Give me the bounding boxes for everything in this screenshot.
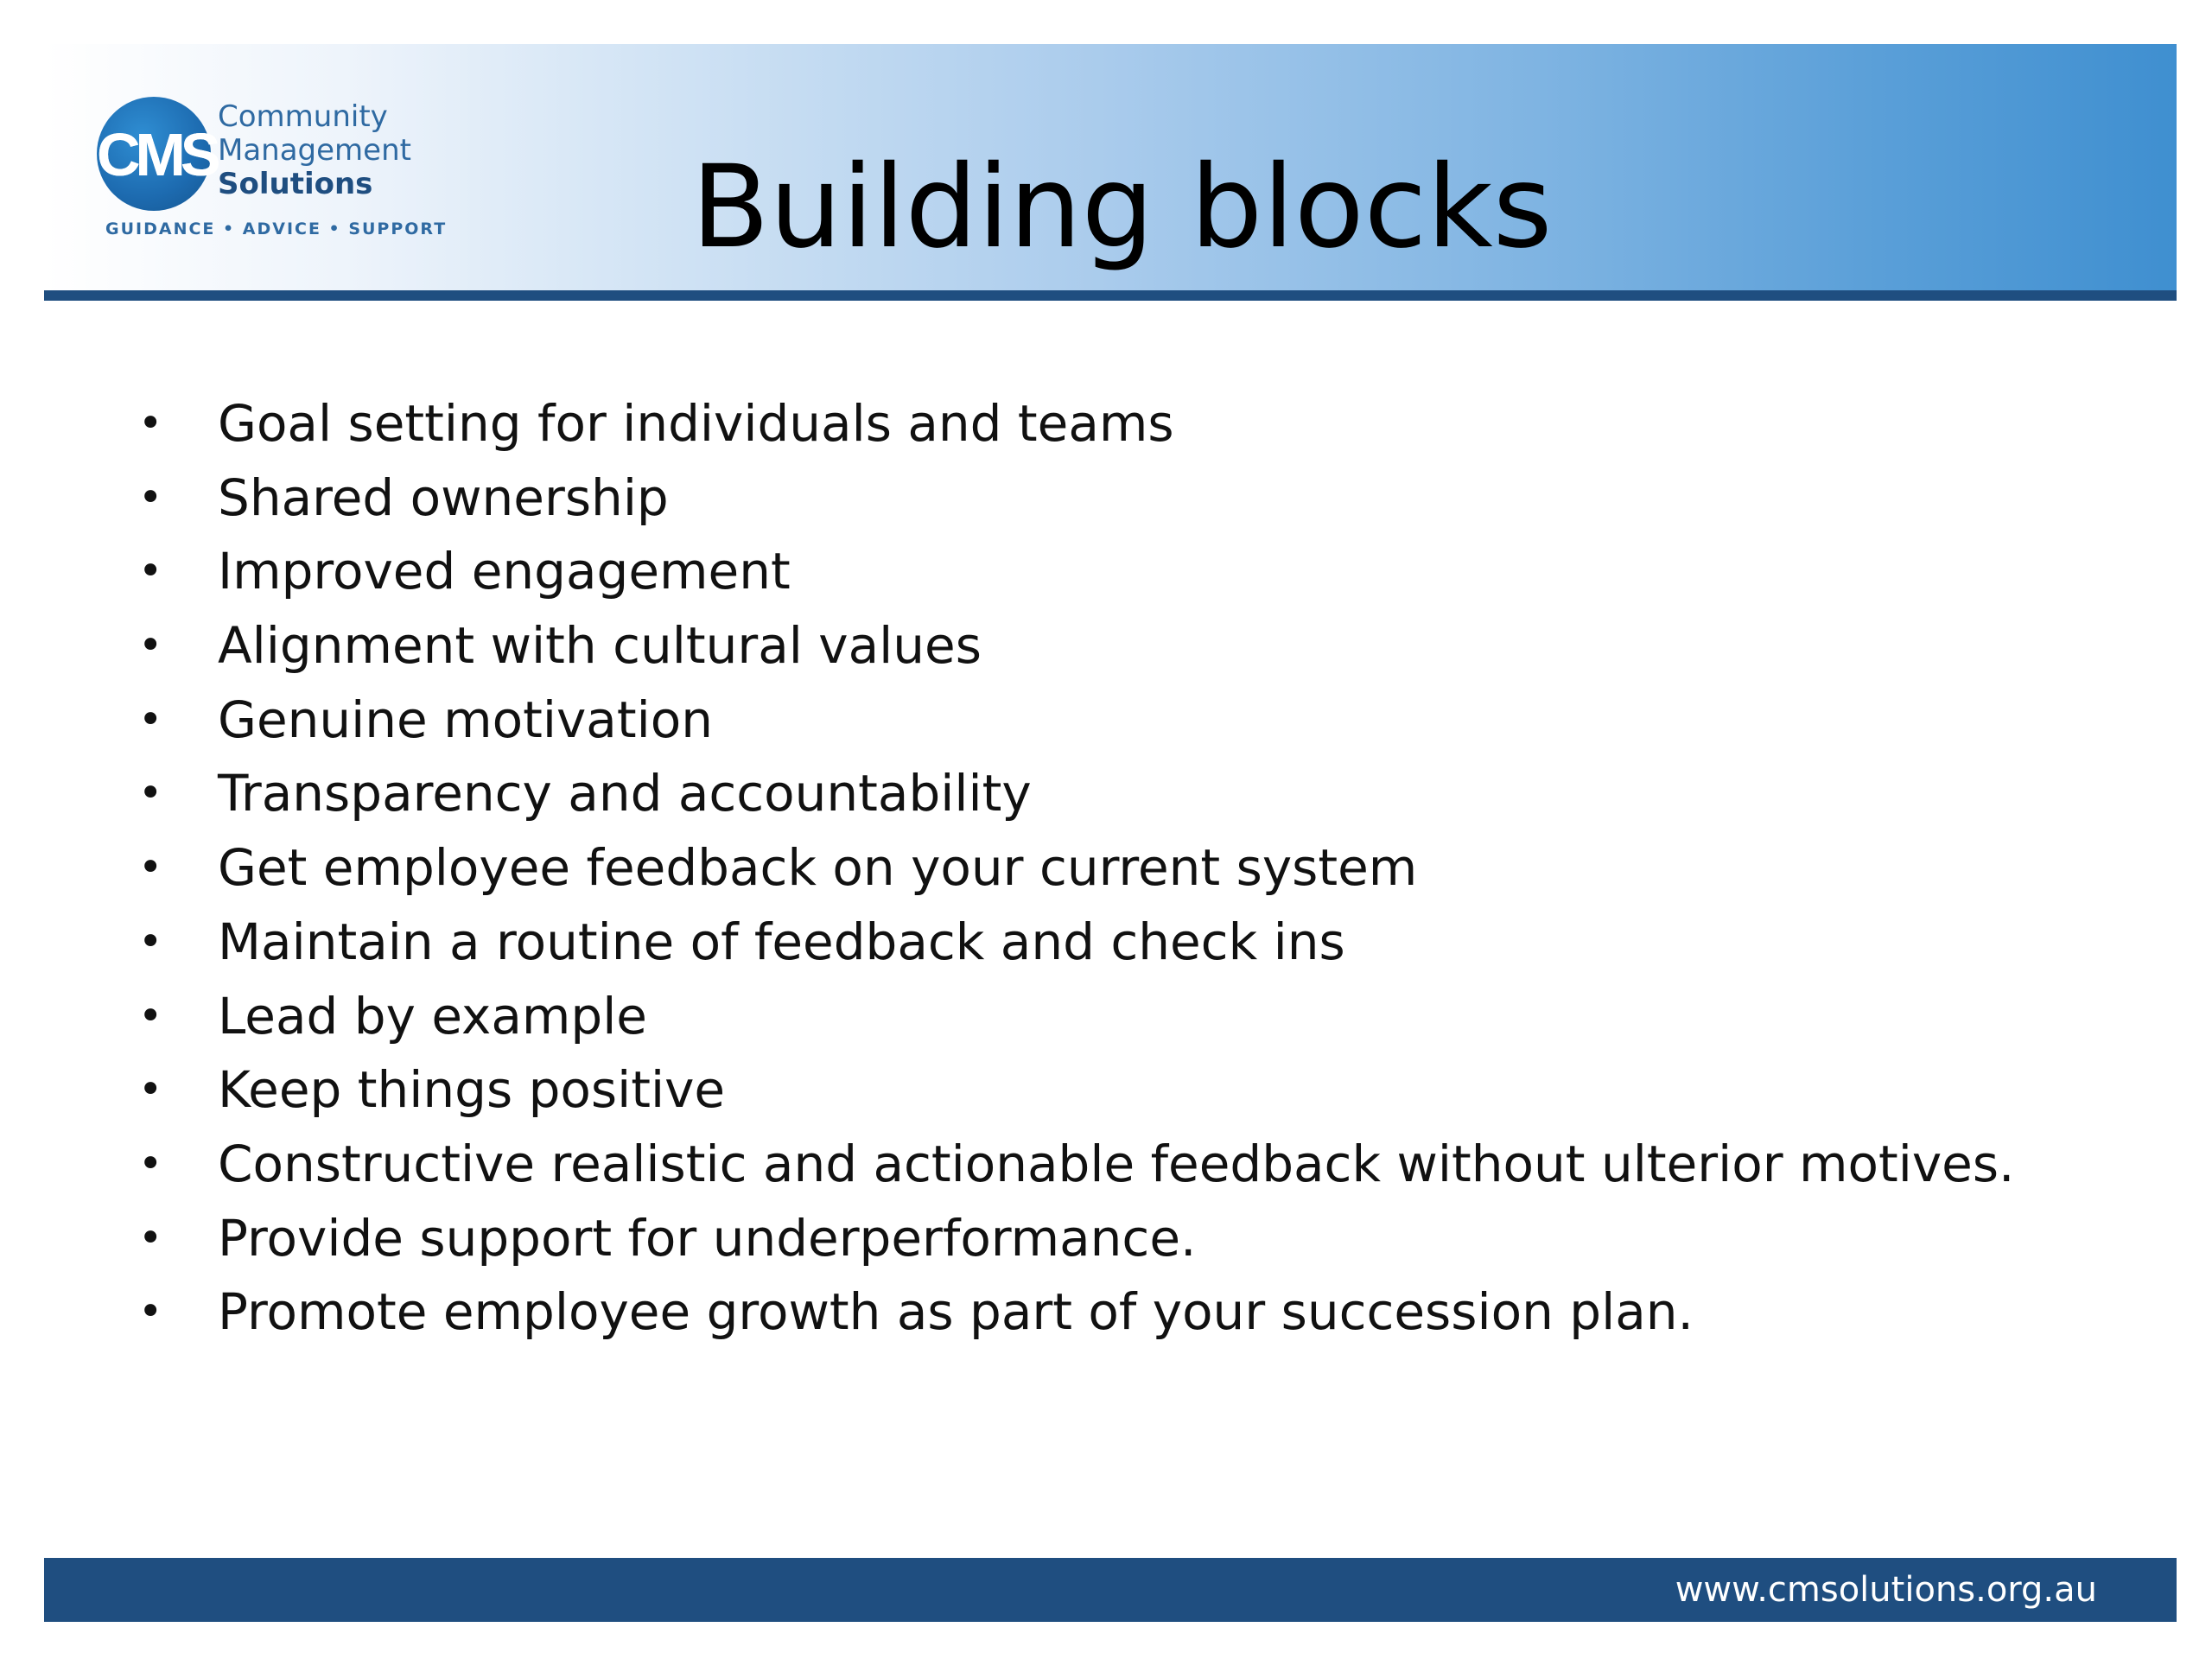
bullet-text: Improved engagement: [218, 542, 791, 601]
bullet-text: Alignment with cultural values: [218, 616, 982, 676]
bullet-text: Provide support for underperformance.: [218, 1208, 1197, 1268]
logo-mark: CMS: [97, 121, 216, 188]
bullet-dot-icon: •: [138, 473, 163, 522]
footer-url: www.cmsolutions.org.au: [1675, 1570, 2097, 1610]
bullet-dot-icon: •: [138, 547, 163, 596]
bullet-text: Transparency and accountability: [218, 764, 1032, 823]
logo-tagline: GUIDANCE • ADVICE • SUPPORT: [105, 219, 448, 238]
logo-line-solutions: Solutions: [218, 167, 373, 201]
bullet-text: Promote employee growth as part of your succession plan.: [218, 1282, 1694, 1342]
bullet-text: Constructive realistic and actionable feedback without ulterior motives.: [218, 1134, 2015, 1193]
bullet-dot-icon: •: [138, 1287, 163, 1337]
slide-title: Building blocks: [691, 141, 1553, 274]
bullet-dot-icon: •: [138, 621, 163, 671]
logo-line-management: Management: [218, 133, 411, 168]
bullet-text: Maintain a routine of feedback and check ins: [218, 912, 1345, 971]
bullet-dot-icon: •: [138, 695, 163, 744]
header-rule: [44, 290, 2177, 301]
logo-wordmark: [218, 100, 411, 201]
bullet-dot-icon: •: [138, 769, 163, 818]
bullet-dot-icon: •: [138, 1065, 163, 1115]
bullet-dot-icon: •: [138, 399, 163, 448]
bullet-text: Goal setting for individuals and teams: [218, 394, 1174, 453]
bullet-text: Keep things positive: [218, 1060, 726, 1120]
logo-line-community: Community: [218, 99, 388, 134]
bullet-text: Lead by example: [218, 986, 647, 1046]
bullet-dot-icon: •: [138, 991, 163, 1040]
bullet-text: Genuine motivation: [218, 690, 713, 749]
bullet-dot-icon: •: [138, 917, 163, 966]
bullet-text: Shared ownership: [218, 467, 669, 527]
bullet-dot-icon: •: [138, 843, 163, 893]
bullet-dot-icon: •: [138, 1139, 163, 1188]
footer-band: [44, 1558, 2177, 1622]
cms-logo: [97, 93, 448, 249]
bullet-dot-icon: •: [138, 1213, 163, 1262]
bullet-text: Get employee feedback on your current system: [218, 838, 1418, 898]
